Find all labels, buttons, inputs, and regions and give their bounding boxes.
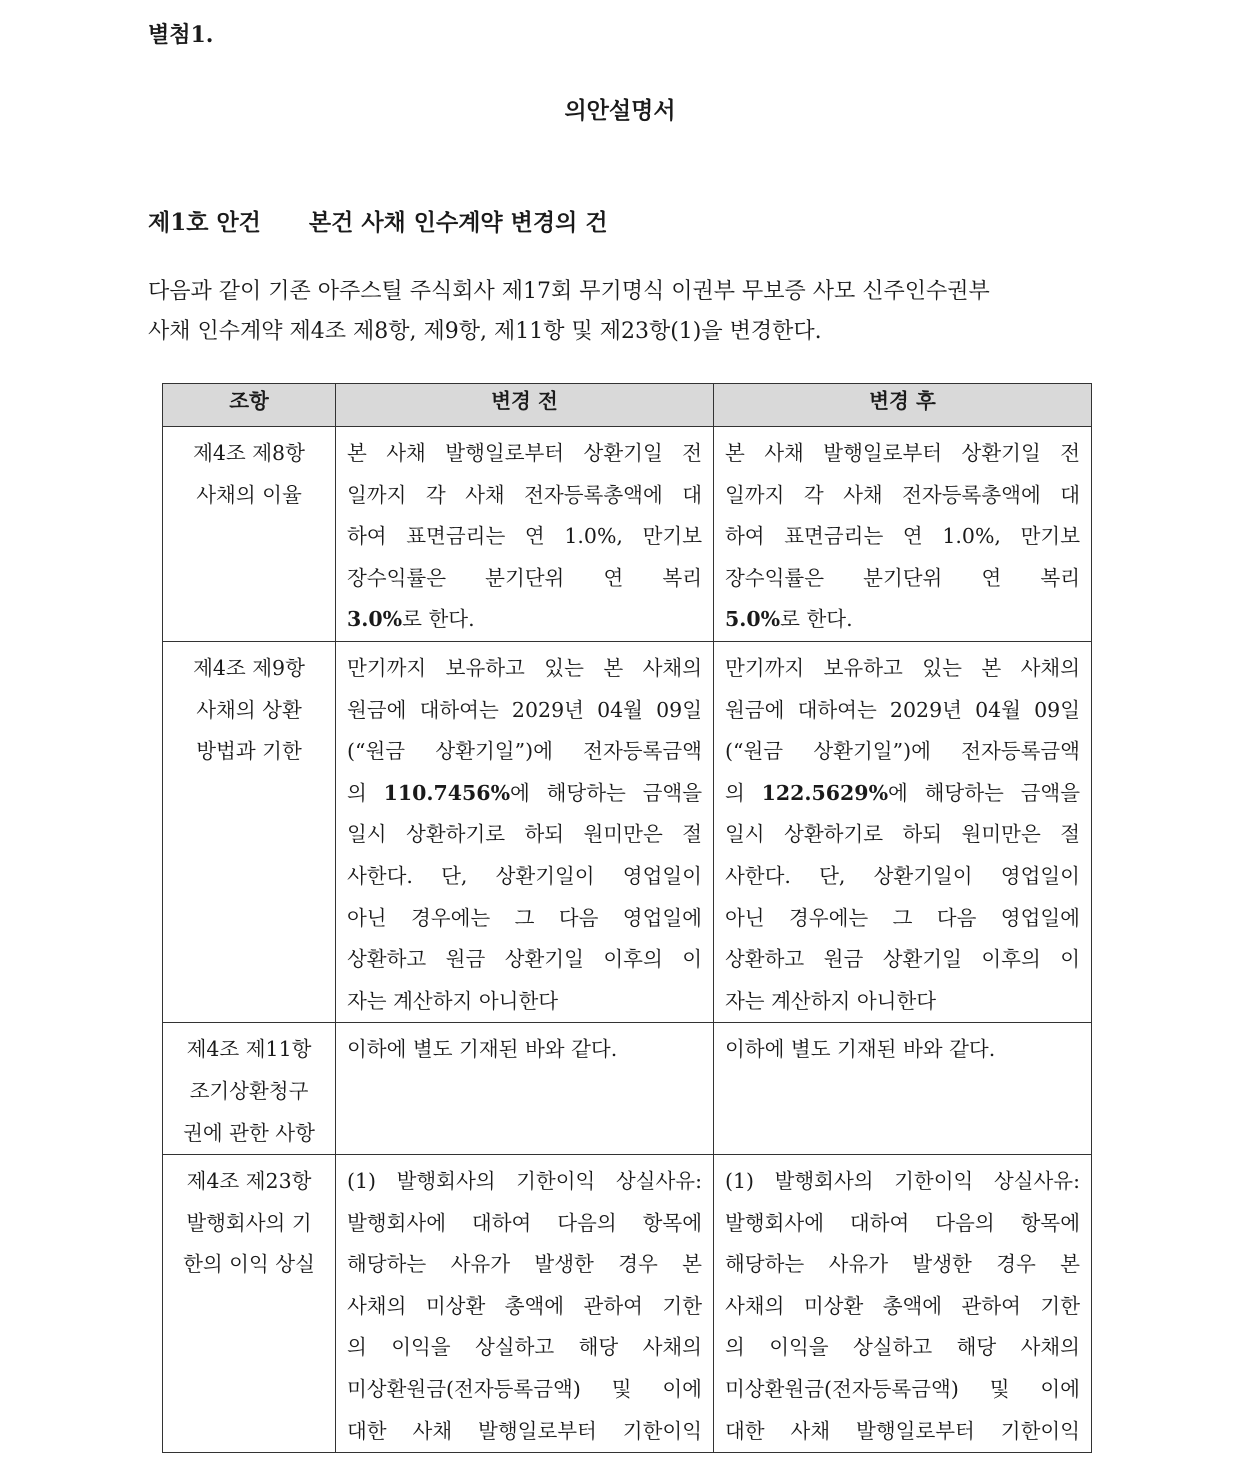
text-line: 본 사채 발행일로부터 상환기일 전 [347, 441, 702, 465]
before-cell [336, 427, 714, 642]
text-line: 일시 상환하기로 하되 원미만은 절 [725, 822, 1080, 847]
agenda-number: 제1호 안건 [148, 209, 261, 236]
text-line: 일까지 각 사채 전자등록총액에 대 [725, 482, 1080, 507]
text-line: 상환하고 원금 상환기일 이후의 이 [725, 947, 1080, 972]
header-before: 변경 전 [336, 384, 714, 427]
text-line: 해당하는 사유가 발생한 경우 본 [725, 1252, 1080, 1277]
text-line: 의 이익을 상실하고 해당 사채의 [347, 1335, 702, 1360]
text-line: 사채의 미상환 총액에 관하여 기한 [347, 1293, 702, 1318]
text-line: 자는 계산하지 아니한다 [347, 988, 559, 1013]
amendment-table [162, 383, 1092, 1453]
text-line: 미상환원금(전자등록금액) 및 이에 [347, 1377, 702, 1402]
before-cell [336, 1155, 714, 1453]
article-line: 제4조 제11항 [186, 1037, 312, 1062]
text-line: 하여 표면금리는 연 1.0%, 만기보 [725, 524, 1080, 549]
old-rate: 3.0% [347, 607, 403, 632]
old-redemption-rate: 110.7456% [383, 780, 511, 805]
text-line: 의 110.7456%에 해당하는 금액을 [347, 780, 702, 805]
article-line: 발행회사의 기 [186, 1210, 312, 1235]
text-line: 의 이익을 상실하고 해당 사채의 [725, 1335, 1080, 1360]
article-line: 제4조 제9항 [193, 655, 305, 680]
intro-paragraph [148, 272, 1088, 352]
text-line: 이하에 별도 기재된 바와 같다. [725, 1037, 996, 1062]
article-line: 사채의 상환 [196, 697, 302, 722]
text-line: 미상환원금(전자등록금액) 및 이에 [725, 1377, 1080, 1402]
new-redemption-rate: 122.5629% [761, 780, 889, 805]
text-line: (“원금 상환기일”)에 전자등록금액 [347, 739, 702, 764]
table-header-row [163, 384, 1092, 427]
before-cell [336, 641, 714, 1022]
after-cell [714, 1023, 1092, 1155]
article-line: 방법과 기한 [196, 739, 302, 764]
article-line: 제4조 제23항 [186, 1169, 312, 1194]
article-line: 제4조 제8항 [193, 441, 305, 465]
before-cell [336, 1023, 714, 1155]
text-line: 하여 표면금리는 연 1.0%, 만기보 [347, 524, 702, 549]
article-cell [163, 427, 336, 642]
header-after: 변경 후 [714, 384, 1092, 427]
article-cell [163, 1155, 336, 1453]
text-line: 장수익률은 분기단위 연 복리 [347, 565, 702, 590]
text-line: 아닌 경우에는 그 다음 영업일에 [347, 905, 702, 930]
text-line: 장수익률은 분기단위 연 복리 [725, 565, 1080, 590]
table-row [163, 427, 1092, 642]
after-cell [714, 641, 1092, 1022]
text-line: (1) 발행회사의 기한이익 상실사유: [725, 1169, 1080, 1194]
text-line: 일까지 각 사채 전자등록총액에 대 [347, 482, 702, 507]
text-line: 의 122.5629%에 해당하는 금액을 [725, 780, 1080, 805]
text-line: 사한다. 단, 상환기일이 영업일이 [347, 863, 702, 888]
text-line: 사채의 미상환 총액에 관하여 기한 [725, 1293, 1080, 1318]
text-line: 자는 계산하지 아니한다 [725, 988, 937, 1013]
text-line: 대한 사채 발행일로부터 기한이익 [347, 1418, 702, 1443]
article-line: 권에 관한 사항 [183, 1120, 315, 1145]
text-line: 5.0%로 한다. [725, 607, 853, 632]
agenda-title: 본건 사채 인수계약 변경의 건 [308, 209, 608, 236]
text-line: 원금에 대하여는 2029년 04월 09일 [725, 697, 1080, 722]
header-article: 조항 [163, 384, 336, 427]
intro-line: 다음과 같이 기존 아주스틸 주식회사 제17회 무기명식 이권부 무보증 사모 신주인수권부 [148, 279, 990, 304]
table-row [163, 1155, 1092, 1453]
text-line: 본 사채 발행일로부터 상환기일 전 [725, 441, 1080, 465]
text-line: 이하에 별도 기재된 바와 같다. [347, 1037, 618, 1062]
text-line: (1) 발행회사의 기한이익 상실사유: [347, 1169, 702, 1194]
text-line: (“원금 상환기일”)에 전자등록금액 [725, 739, 1080, 764]
intro-line: 사채 인수계약 제4조 제8항, 제9항, 제11항 및 제23항(1)을 변경한다. [148, 319, 822, 344]
after-cell [714, 427, 1092, 642]
article-cell [163, 1023, 336, 1155]
text-line: 사한다. 단, 상환기일이 영업일이 [725, 863, 1080, 888]
text-line: 발행회사에 대하여 다음의 항목에 [347, 1210, 702, 1235]
text-line: 대한 사채 발행일로부터 기한이익 [725, 1418, 1080, 1443]
table-row [163, 1023, 1092, 1155]
article-line: 한의 이익 상실 [183, 1252, 315, 1277]
text-line: 3.0%로 한다. [347, 607, 475, 632]
table-row [163, 641, 1092, 1022]
agenda-heading [148, 204, 608, 237]
new-rate: 5.0% [725, 607, 781, 632]
text-line: 해당하는 사유가 발생한 경우 본 [347, 1252, 702, 1277]
attachment-label: 별첨1. [148, 22, 214, 48]
article-cell [163, 641, 336, 1022]
text-line: 아닌 경우에는 그 다음 영업일에 [725, 905, 1080, 930]
document-title: 의안설명서 [564, 97, 676, 124]
text-line: 만기까지 보유하고 있는 본 사채의 [725, 655, 1080, 680]
text-line: 일시 상환하기로 하되 원미만은 절 [347, 822, 702, 847]
text-line: 만기까지 보유하고 있는 본 사채의 [347, 655, 702, 680]
text-line: 상환하고 원금 상환기일 이후의 이 [347, 947, 702, 972]
article-line: 사채의 이율 [196, 482, 302, 507]
after-cell [714, 1155, 1092, 1453]
text-line: 발행회사에 대하여 다음의 항목에 [725, 1210, 1080, 1235]
article-line: 조기상환청구 [189, 1078, 309, 1103]
text-line: 원금에 대하여는 2029년 04월 09일 [347, 697, 702, 722]
